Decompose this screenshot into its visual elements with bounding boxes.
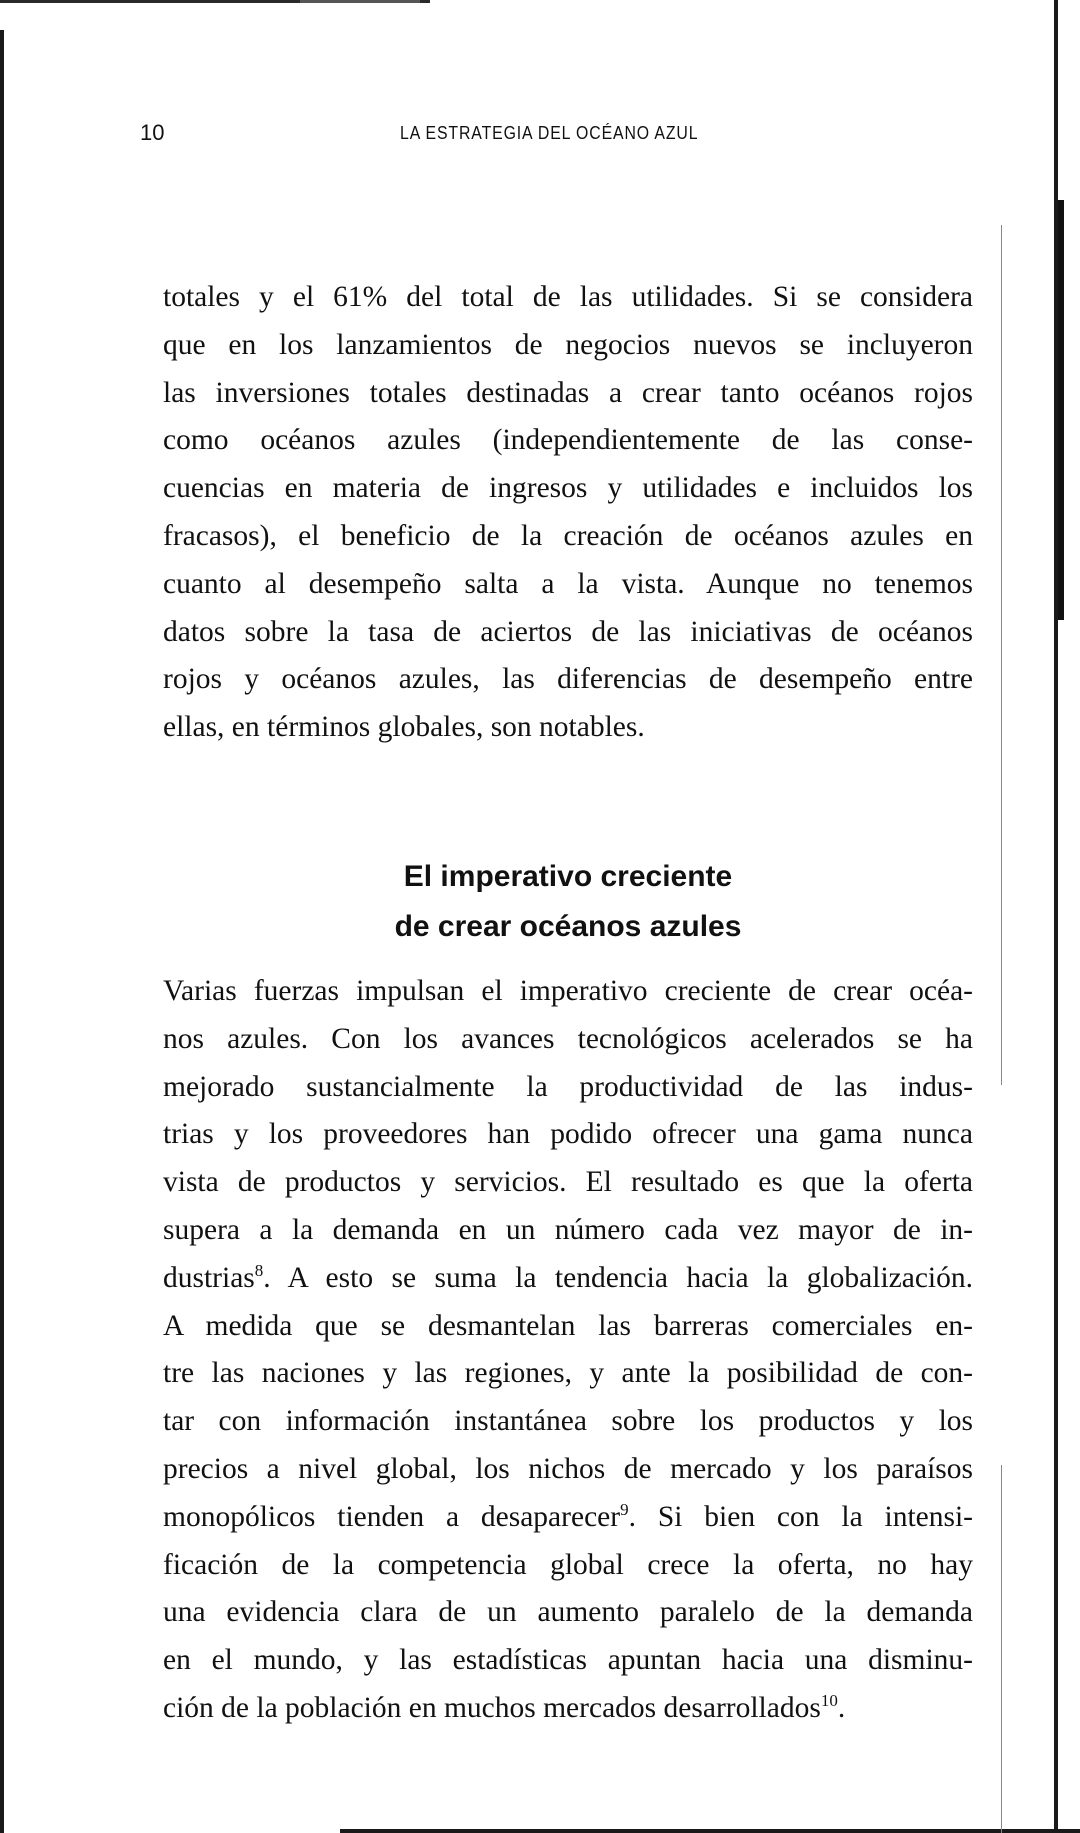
text-line: Varias fuerzas impulsan el imperativo creciente de crear océa-	[163, 975, 973, 1007]
text-line: datos sobre la tasa de aciertos de las iniciativas de océanos	[163, 615, 973, 648]
text-line: en el mundo, y las estadísticas apuntan hacia una disminu-	[163, 1644, 973, 1677]
section-heading-line-2: de crear océanos azules	[394, 909, 742, 943]
running-head	[140, 120, 960, 160]
text-segment: . Si bien con la intensi-	[628, 1500, 973, 1533]
scan-artifact-right-shadow	[1058, 200, 1064, 620]
text-line: cuanto al desempeño salta a la vista. Aunque no tenemos	[163, 567, 973, 600]
text-line: vista de productos y servicios. El resultado es que la oferta	[163, 1166, 973, 1199]
text-line: mejorado sustancialmente la productividad de las indus-	[163, 1070, 973, 1103]
scan-artifact-top-2	[300, 0, 420, 3]
text-segment: . A esto se suma la tendencia hacia la globalización.	[263, 1261, 973, 1294]
scan-margin-line-lower	[1001, 1465, 1002, 1833]
text-line: tre las naciones y las regiones, y ante la posibilidad de con-	[163, 1357, 973, 1390]
text-line: ellas, en términos globales, son notables.	[163, 711, 645, 744]
text-line: totales y el 61% del total de las utilidades. Si se considera	[163, 281, 973, 313]
text-line: como océanos azules (independientemente de las conse-	[163, 424, 973, 457]
scan-artifact-left	[0, 30, 4, 1833]
paragraph-2	[163, 968, 973, 1733]
text-segment: dustrias	[163, 1261, 255, 1294]
text-line: supera a la demanda en un número cada vez mayor de in-	[163, 1213, 973, 1246]
scan-margin-line-upper	[1001, 225, 1002, 1085]
text-line: las inversiones totales destinadas a crear tanto océanos rojos	[163, 376, 973, 409]
text-line: rojos y océanos azules, las diferencias de desempeño entre	[163, 663, 973, 696]
book-title: LA ESTRATEGIA DEL OCÉANO AZUL	[400, 123, 699, 143]
page-number: 10	[140, 120, 165, 145]
text-line: trias y los proveedores han podido ofrecer una gama nunca	[163, 1118, 973, 1151]
footnote-ref-8: 8	[254, 1260, 264, 1280]
text-segment: monopólicos tienden a desaparecer	[163, 1500, 621, 1533]
text-line-with-footnote	[163, 1685, 973, 1733]
text-line-with-footnote	[163, 1255, 973, 1303]
text-segment: .	[837, 1691, 846, 1724]
text-line: fracasos), el beneficio de la creación de océanos azules en	[163, 519, 973, 552]
text-line: A medida que se desmantelan las barreras comerciales en-	[163, 1309, 973, 1342]
footnote-ref-9: 9	[620, 1499, 629, 1519]
section-heading	[163, 852, 973, 952]
paragraph-1	[163, 274, 973, 752]
text-line: precios a nivel global, los nichos de mercado y los paraísos	[163, 1452, 973, 1485]
text-line: que en los lanzamientos de negocios nuevos se incluyeron	[163, 328, 973, 361]
text-segment: ción de la población en muchos mercados desarrollados	[163, 1691, 821, 1724]
footnote-ref-10: 10	[820, 1691, 838, 1711]
text-line: nos azules. Con los avances tecnológicos acelerados se ha	[163, 1022, 973, 1055]
text-line: tar con información instantánea sobre los productos y los	[163, 1405, 973, 1438]
text-line-with-footnote	[163, 1494, 973, 1542]
scan-artifact-bottom	[340, 1829, 1080, 1833]
text-line: una evidencia clara de un aumento paralelo de la demanda	[163, 1596, 973, 1629]
text-line: ficación de la competencia global crece la oferta, no hay	[163, 1548, 973, 1581]
text-line: cuencias en materia de ingresos y utilidades e incluidos los	[163, 472, 973, 505]
section-heading-line-1: El imperativo creciente	[403, 859, 733, 893]
